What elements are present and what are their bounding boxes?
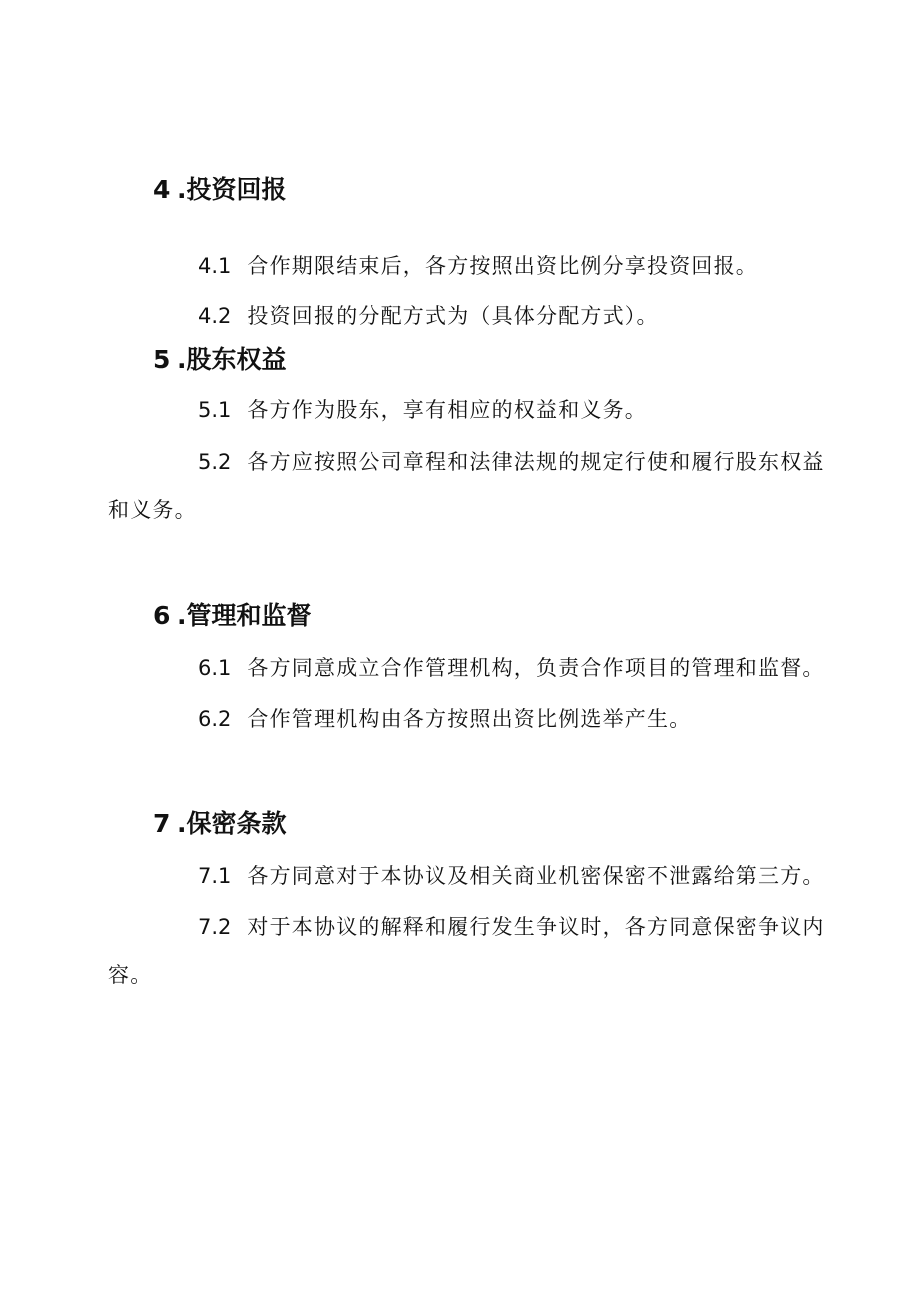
clause-4-2 [108, 292, 828, 340]
section-title: .保密条款 [177, 809, 287, 838]
section-number: 7 [153, 809, 171, 838]
clause-number: 4.2 [198, 304, 232, 328]
clause-text: 各方同意成立合作管理机构，负责合作项目的管理和监督。 [247, 656, 825, 680]
clause-text: 投资回报的分配方式为（具体分配方式）。 [247, 304, 659, 328]
clause-4-1 [108, 242, 828, 290]
clause-7-2 [108, 903, 828, 999]
section-number: 5 [153, 345, 171, 374]
clause-number: 6.1 [198, 656, 232, 680]
clause-text: 各方应按照公司章程和法律法规的规定行使和履行股东权益和义务。 [108, 450, 825, 522]
section-heading-7 [153, 808, 287, 840]
section-heading-4 [153, 174, 287, 206]
section-heading-5 [153, 344, 287, 376]
clause-6-1 [108, 644, 828, 692]
section-number: 6 [153, 601, 171, 630]
section-title: .管理和监督 [177, 601, 312, 630]
clause-text: 各方同意对于本协议及相关商业机密保密不泄露给第三方。 [247, 864, 825, 888]
clause-5-1 [108, 386, 828, 434]
clause-7-1 [108, 852, 828, 900]
clause-number: 7.1 [198, 864, 232, 888]
section-title: .投资回报 [177, 175, 287, 204]
clause-text: 合作管理机构由各方按照出资比例选举产生。 [247, 707, 692, 731]
clause-text: 各方作为股东，享有相应的权益和义务。 [247, 398, 648, 422]
clause-number: 4.1 [198, 254, 232, 278]
clause-number: 7.2 [198, 915, 232, 939]
section-title: .股东权益 [177, 345, 287, 374]
section-heading-6 [153, 600, 312, 632]
clause-text: 对于本协议的解释和履行发生争议时，各方同意保密争议内容。 [108, 915, 825, 987]
section-number: 4 [153, 175, 171, 204]
clause-number: 5.2 [198, 450, 232, 474]
clause-5-2 [108, 438, 828, 534]
clause-number: 6.2 [198, 707, 232, 731]
clause-number: 5.1 [198, 398, 232, 422]
clause-text: 合作期限结束后，各方按照出资比例分享投资回报。 [247, 254, 759, 278]
clause-6-2 [108, 695, 828, 743]
